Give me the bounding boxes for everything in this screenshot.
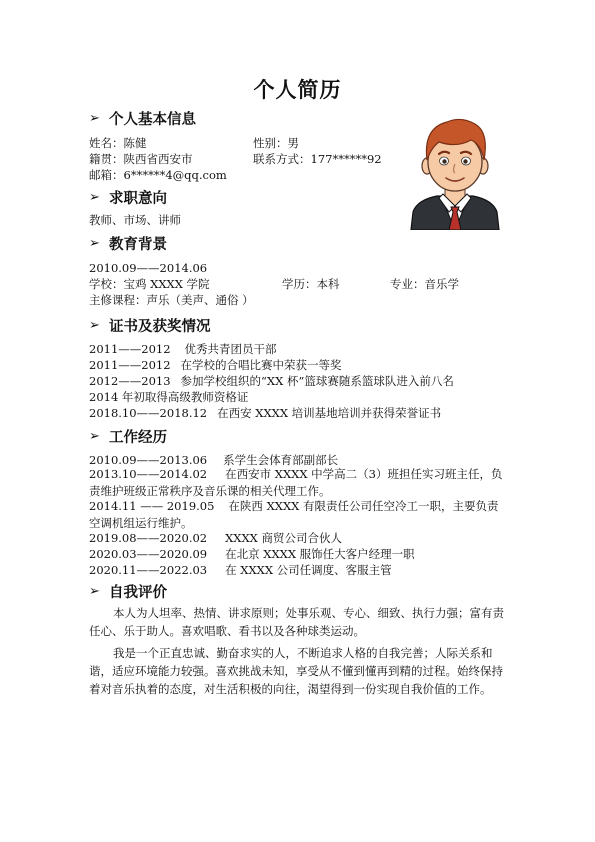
section-title: 证书及获奖情况 [109,317,211,335]
basic-name: 姓名：陈健 [89,136,147,150]
work-text: XXXX 商贸公司合伙人 [225,531,343,545]
work-date: 2010.09——2013.06 [89,453,208,467]
section-header-education [89,233,167,253]
cert-text: 优秀共青团员干部 [184,342,277,356]
cert-text: 在西安 XXXX 培训基地培训并获得荣誉证书 [217,406,442,420]
cert-date: 2011——2012 [89,342,171,356]
work-item [89,498,507,532]
edu-period: 2010.09——2014.06 [89,261,208,275]
basic-gender: 性别：男 [253,136,299,150]
cert-item [89,389,248,405]
edu-major: 专业：音乐学 [390,277,459,291]
arrow-right-icon: ➢ [89,235,100,251]
edu-school: 学校：宝鸡 XXXX 学院 [89,277,210,291]
arrow-right-icon: ➢ [89,583,100,599]
work-text: 在陕西 XXXX 有限责任公司任空冷工一职，主要负责空调机组运行维护。 [89,499,499,530]
work-item [89,562,392,578]
work-item [89,466,507,500]
cert-date: 2018.10——2018.12 [89,406,208,420]
cert-item [89,373,454,389]
cert-item [89,405,441,421]
section-title: 教育背景 [109,235,167,253]
cert-text: 2014 年初取得高级教师资格证 [89,390,249,404]
section-header-basic [89,108,196,128]
work-text: 在 XXXX 公司任调度、客服主管 [225,563,392,577]
work-text: 在北京 XXXX 服饰任大客户经理一职 [225,547,415,561]
cert-text: 在学校的合唱比赛中荣获一等奖 [180,358,342,372]
work-text: 系学生会体育部副部长 [223,453,339,467]
arrow-right-icon: ➢ [89,317,100,333]
section-title: 个人基本信息 [109,110,196,128]
cert-item [89,341,277,357]
work-date: 2020.03——2020.09 [89,547,208,561]
work-date: 2014.11 —— 2019.05 [89,499,215,513]
cert-date: 2011——2012 [89,358,171,372]
work-text: 在西安市 XXXX 中学高二（3）班担任实习班主任，负责维护班级正常秩序及音乐课的相关代理工作。 [89,467,503,498]
self-eval-paragraph: 本人为人坦率、热情、讲求原则；处事乐观、专心、细致、执行力强；富有责任心、乐于助人。喜欢唱歌、看书以及各种球类运动。 [89,606,504,638]
work-item [89,546,415,562]
basic-phone: 联系方式：177******92 [253,152,382,166]
section-header-intent [89,187,167,207]
section-header-self [89,581,167,601]
arrow-right-icon: ➢ [89,428,100,444]
cert-date: 2012——2013 [89,374,171,388]
avatar-illustration [405,108,505,230]
page-title: 个人简历 [253,77,342,102]
arrow-right-icon: ➢ [89,110,100,126]
self-eval-paragraph: 我是一个正直忠诚、勤奋求实的人，不断追求人格的自我完善；人际关系和谐，适应环境能力较强。喜欢挑战未知，享受从不懂到懂再到精的过程。始终保持着对音乐执着的态度，对生活积极的向往，渴望得到一份实现自我价值的工作。 [89,646,503,696]
arrow-right-icon: ➢ [89,189,100,205]
work-date: 2013.10——2014.02 [89,467,208,481]
basic-origin: 籍贯：陕西省西安市 [89,152,193,166]
cert-item [89,357,342,373]
section-header-work [89,426,167,446]
basic-email: 邮箱：6******4@qq.com [89,168,227,182]
work-item [89,530,342,546]
section-title: 工作经历 [109,428,167,446]
work-date: 2019.08——2020.02 [89,531,208,545]
work-date: 2020.11——2022.03 [89,563,208,577]
edu-courses: 主修课程：声乐（美声、通俗 ） [89,293,254,307]
intent-text: 教师、市场、讲师 [89,213,181,227]
cert-text: 参加学校组织的“XX 杯”篮球赛随系篮球队进入前八名 [180,374,454,388]
section-title: 求职意向 [109,189,167,207]
section-header-certs [89,315,211,335]
edu-degree: 学历：本科 [282,277,340,291]
section-title: 自我评价 [109,583,167,601]
